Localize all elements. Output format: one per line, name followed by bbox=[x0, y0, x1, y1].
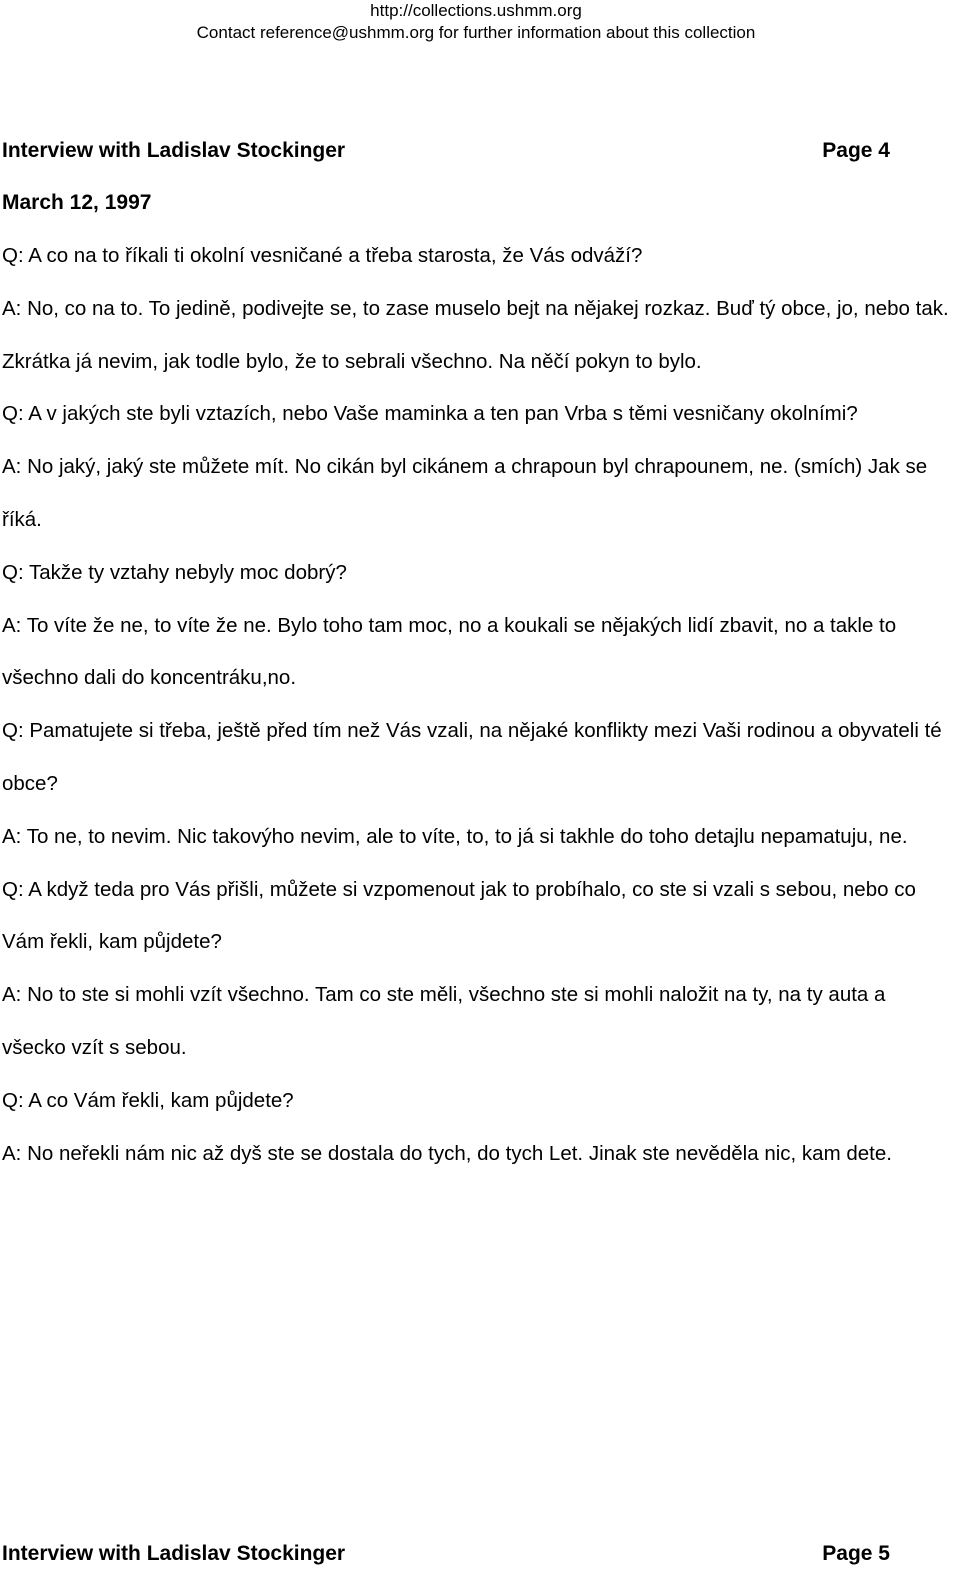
transcript-paragraph: Q: Pamatujete si třeba, ještě před tím než Vás vzali, na nějaké konflikty mezi Vaši rodinou a obyvateli té obce? bbox=[2, 719, 942, 795]
transcript-paragraph: Q: A když teda pro Vás přišli, můžete si vzpomenout jak to probíhalo, co ste si vzali s sebou, nebo co Vám řekli, kam půjdete? bbox=[2, 877, 916, 954]
transcript-paragraph: A: No jaký, jaký ste můžete mít. No cikán byl cikánem a chrapoun byl chrapounem, ne. (smích) Jak se říká. bbox=[2, 455, 928, 531]
interview-title: Interview with Ladislav Stockinger bbox=[2, 139, 346, 162]
transcript-paragraph: A: No, co na to. To jedině, podivejte se, to zase muselo bejt na nějakej rozkaz. Buď tý obce, jo, nebo tak. Zkrátka já nevim, jak todle bylo, že to sebrali všechno. Na něčí pokyn to bylo. bbox=[2, 296, 949, 373]
contact-note: Contact reference@ushmm.org for further information about this collection bbox=[196, 23, 756, 42]
interview-date: March 12, 1997 bbox=[2, 191, 152, 214]
transcript-body bbox=[2, 230, 954, 1180]
transcript-paragraph: Q: A v jakých ste byli vztazích, nebo Vaše maminka a ten pan Vrba s těmi vesničany okolními? bbox=[2, 402, 858, 426]
page-number: Page 5 bbox=[822, 1542, 890, 1565]
interview-title: Interview with Ladislav Stockinger bbox=[2, 1542, 346, 1565]
transcript-paragraph: A: No neřekli nám nic až dyš ste se dostala do tych, do tych Let. Jinak ste nevěděla nic, kam dete. bbox=[2, 1141, 892, 1165]
collection-url: http://collections.ushmm.org bbox=[370, 1, 582, 20]
transcript-paragraph: A: No to ste si mohli vzít všechno. Tam co ste měli, všechno ste si mohli naložit na ty, na ty auta a všecko vzít s sebou. bbox=[2, 983, 886, 1059]
transcript-paragraph: A: To víte že ne, to víte že ne. Bylo toho tam moc, no a koukali se nějakých lidí zbavit, no a takle to všechno dali do koncentráku,no. bbox=[2, 613, 897, 690]
transcript-paragraph: Q: Takže ty vztahy nebyly moc dobrý? bbox=[2, 560, 347, 584]
transcript-paragraph: Q: A co na to říkali ti okolní vesničané a třeba starosta, že Vás odváží? bbox=[2, 244, 643, 267]
transcript-paragraph: A: To ne, to nevim. Nic takovýho nevim, ale to víte, to, to já si takhle do toho detajlu nepamatuju, ne. bbox=[2, 824, 908, 848]
page-number: Page 4 bbox=[822, 139, 890, 162]
transcript-paragraph: Q: A co Vám řekli, kam půjdete? bbox=[2, 1088, 294, 1112]
